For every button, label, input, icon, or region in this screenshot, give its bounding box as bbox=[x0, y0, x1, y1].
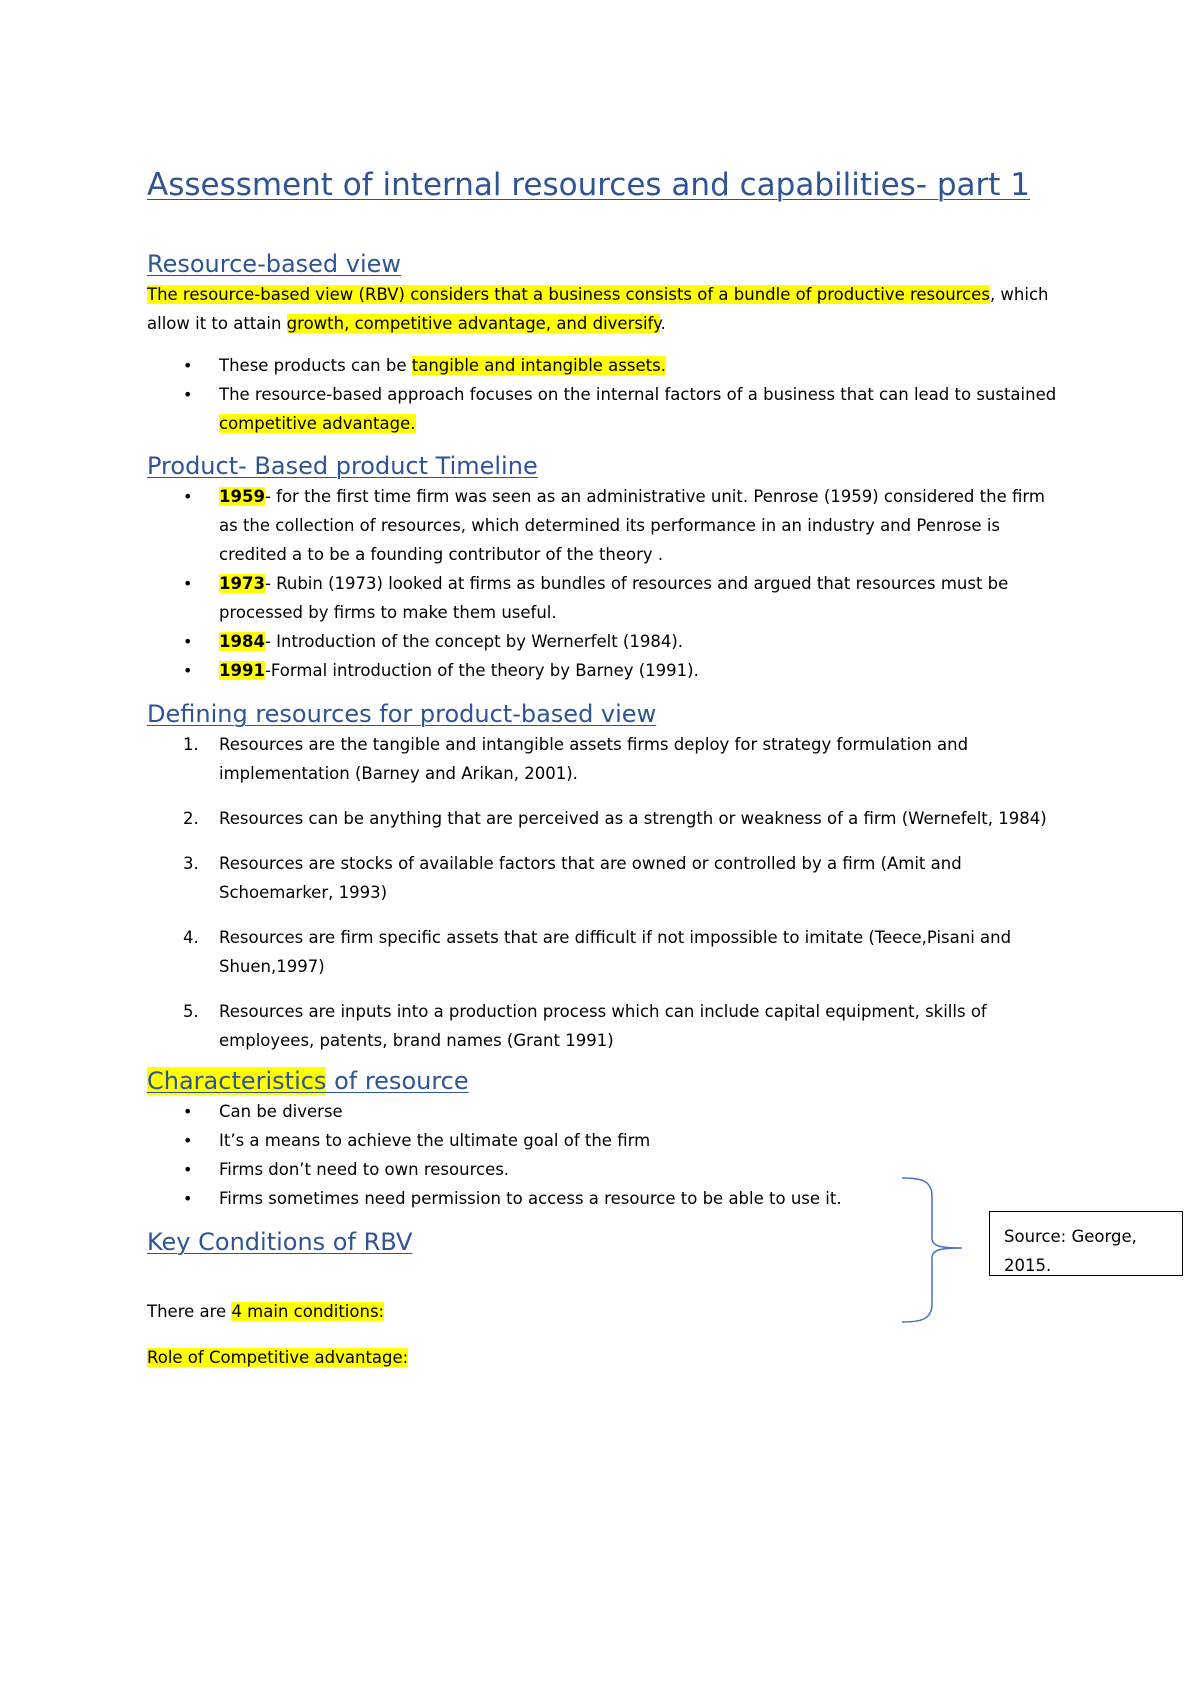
list-item bbox=[147, 730, 1067, 788]
list-item bbox=[147, 849, 1067, 907]
bullet-highlight: tangible and intangible assets. bbox=[411, 356, 666, 375]
heading-resource-based-view: Resource-based view bbox=[147, 250, 402, 278]
list-item bbox=[147, 627, 1067, 656]
rbv-intro-end: . bbox=[660, 314, 666, 333]
timeline-year: 1959 bbox=[219, 487, 265, 506]
timeline-text: - Rubin (1973) looked at firms as bundles of resources and argued that resources must be processed by firms to make them useful. bbox=[219, 574, 1009, 622]
list-item bbox=[147, 923, 1067, 981]
heading-rest: of resource bbox=[326, 1067, 469, 1095]
competitive-advantage-line bbox=[147, 1343, 1067, 1372]
list-number: 5. bbox=[183, 1002, 199, 1021]
list-item: • Can be diverse bbox=[147, 1097, 1067, 1126]
list-item bbox=[147, 656, 1067, 685]
rbv-intro bbox=[147, 280, 1067, 338]
conditions-highlight: 4 main conditions: bbox=[231, 1302, 385, 1321]
curly-brace-icon bbox=[900, 1176, 970, 1326]
list-number: 4. bbox=[183, 928, 199, 947]
timeline-year: 1984 bbox=[219, 632, 265, 651]
heading-timeline: Product- Based product Timeline bbox=[147, 452, 538, 480]
timeline-text: -Formal introduction of the theory by Barney (1991). bbox=[264, 661, 699, 680]
list-item bbox=[147, 351, 1067, 380]
list-number: 3. bbox=[183, 854, 199, 873]
heading-highlight: Characteristics bbox=[147, 1067, 327, 1095]
heading-defining-resources: Defining resources for product-based view bbox=[147, 700, 657, 728]
list-text: Resources are firm specific assets that are difficult if not impossible to imitate (Teece,Pisani and Shuen,1997) bbox=[219, 928, 1012, 976]
heading-characteristics bbox=[147, 1066, 1067, 1096]
rbv-intro-highlight-2: growth, competitive advantage, and diversify bbox=[286, 314, 661, 333]
list-item: • Firms sometimes need permission to access a resource to be able to use it. bbox=[147, 1184, 1067, 1213]
rbv-intro-highlight-1: The resource-based view (RBV) considers that a business consists of a bundle of productive resources bbox=[147, 285, 990, 304]
list-item bbox=[147, 804, 1067, 833]
bullet-text: These products can be bbox=[219, 356, 412, 375]
list-item bbox=[147, 569, 1067, 627]
rbv-intro-mid: , which allow it to attain bbox=[147, 285, 1049, 333]
timeline-text: - Introduction of the concept by Wernerfelt (1984). bbox=[264, 632, 684, 651]
list-text: Resources are the tangible and intangible assets firms deploy for strategy formulation and implementation (Barney and Arikan, 2001). bbox=[219, 735, 969, 783]
heading-key-conditions: Key Conditions of RBV bbox=[147, 1228, 413, 1256]
bullet-text: The resource-based approach focuses on the internal factors of a business that can lead to sustained bbox=[219, 385, 1057, 404]
rbv-bullet-list bbox=[147, 351, 1067, 438]
bullet-highlight: competitive advantage. bbox=[219, 414, 416, 433]
timeline-text: - for the first time firm was seen as an administrative unit. Penrose (1959) considered the firm as the collection of resources, which determined its performance in an industry and Penrose is credited a to be a founding contributor of the theory . bbox=[219, 487, 1045, 564]
list-item: • Firms don’t need to own resources. bbox=[147, 1155, 1067, 1184]
list-text: Resources can be anything that are perceived as a strength or weakness of a firm (Wernefelt, 1984) bbox=[219, 809, 1047, 828]
timeline-list bbox=[147, 482, 1067, 685]
source-box: Source: George, 2015. bbox=[989, 1211, 1183, 1276]
list-item bbox=[147, 997, 1067, 1055]
list-text: Resources are stocks of available factors that are owned or controlled by a firm (Amit and Schoemarker, 1993) bbox=[219, 854, 962, 902]
list-item: • It’s a means to achieve the ultimate goal of the firm bbox=[147, 1126, 1067, 1155]
page-title: Assessment of internal resources and capabilities- part 1 bbox=[147, 167, 1031, 203]
list-text: Resources are inputs into a production process which can include capital equipment, skills of employees, patents, brand names (Grant 1991) bbox=[219, 1002, 987, 1050]
timeline-year: 1973 bbox=[219, 574, 265, 593]
conditions-text: There are bbox=[147, 1302, 232, 1321]
list-item bbox=[147, 482, 1067, 569]
list-number: 1. bbox=[183, 735, 199, 754]
competitive-advantage-highlight: Role of Competitive advantage: bbox=[147, 1348, 409, 1367]
list-item bbox=[147, 380, 1067, 438]
timeline-year: 1991 bbox=[219, 661, 265, 680]
defining-list bbox=[147, 730, 1067, 1055]
list-number: 2. bbox=[183, 809, 199, 828]
